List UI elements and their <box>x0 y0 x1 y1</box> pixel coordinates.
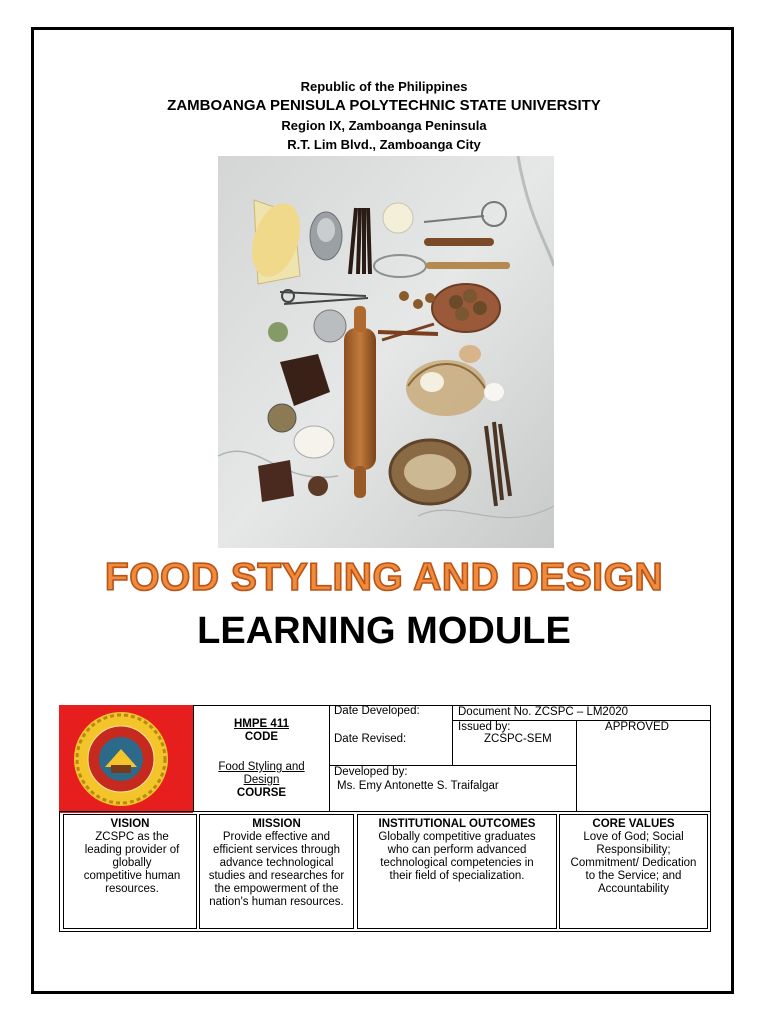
date-developed-label: Date Developed: <box>334 705 420 717</box>
vision-title: VISION <box>110 818 150 830</box>
developed-by-label: Developed by: <box>334 766 408 778</box>
mission-title: MISSION <box>252 818 301 830</box>
values-title: CORE VALUES <box>592 818 675 830</box>
code-label: CODE <box>244 731 279 743</box>
course-label: COURSE <box>236 787 287 799</box>
outcomes-text: Globally competitive graduates who can perform advanced technological competencies in their field of specialization. <box>378 831 536 882</box>
module-subtitle: LEARNING MODULE <box>197 610 571 652</box>
values-text: Love of God; Social Responsibility; Commitment/ Dedication to the Service; and Accountability <box>570 831 697 895</box>
outcomes-title: INSTITUTIONAL OUTCOMES <box>378 818 536 830</box>
header-address: R.T. Lim Blvd., Zamboanga City <box>287 137 481 152</box>
document-no: Document No. ZCSPC – LM2020 <box>458 706 629 718</box>
code-value: HMPE 411 <box>234 718 289 730</box>
cover-photo <box>218 156 554 548</box>
module-title: FOOD STYLING AND DESIGN <box>104 556 664 599</box>
approved-label: APPROVED <box>605 721 669 733</box>
developed-by-value: Ms. Emy Antonette S. Traifalgar <box>337 780 499 792</box>
header-republic: Republic of the Philippines <box>300 79 468 94</box>
mission-text: Provide effective and efficient services through advance technological studies and researches for the empowerment of the nation's human resources. <box>208 831 345 908</box>
header-region: Region IX, Zamboanga Peninsula <box>281 118 487 133</box>
school-logo <box>59 705 193 813</box>
issued-by-value: ZCSPC-SEM <box>484 733 552 745</box>
date-revised-label: Date Revised: <box>334 733 407 745</box>
vision-text: ZCSPC as the leading provider of globally competitive human resources. <box>83 831 181 895</box>
issued-by-label: Issued by: <box>458 721 511 733</box>
course-value: Food Styling and Design <box>218 761 305 786</box>
header-university: ZAMBOANGA PENISULA POLYTECHNIC STATE UNIVERSITY <box>167 97 601 114</box>
